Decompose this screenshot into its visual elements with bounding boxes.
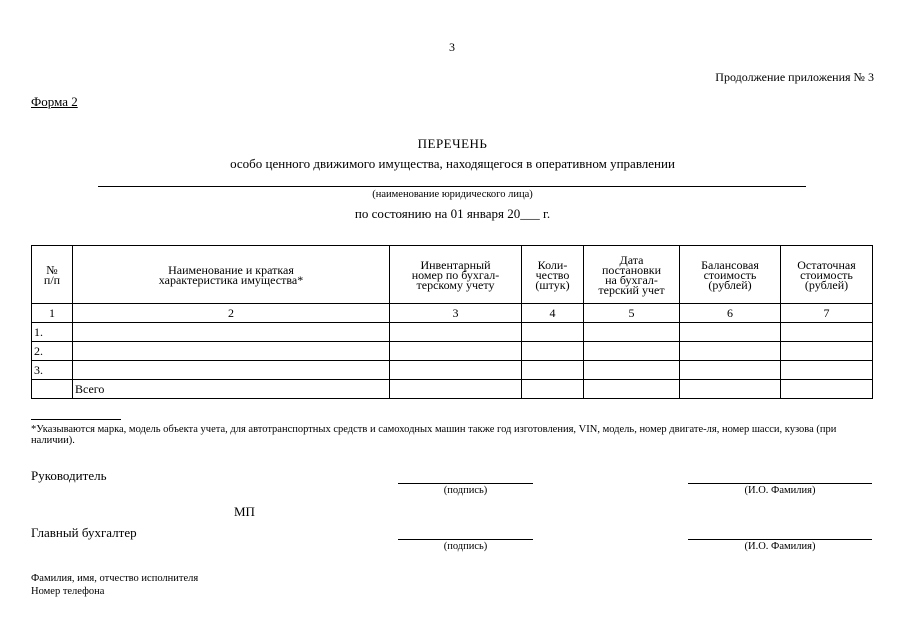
column-header-line: характеристика имущества*: [158, 272, 304, 287]
table-cell: [781, 361, 873, 380]
column-header-line: чество: [535, 267, 570, 282]
column-header-line: (рублей): [708, 277, 752, 292]
table-cell: 1.: [32, 323, 73, 342]
table-cell: [522, 323, 584, 342]
stamp-label: МП: [234, 504, 255, 519]
executor-name-label: Фамилия, имя, отчество исполнителя: [31, 573, 199, 584]
table-cell: [522, 342, 584, 361]
property-table: [31, 245, 873, 399]
head-name-line: [688, 483, 872, 484]
column-header-4: [522, 246, 584, 304]
column-number-cell: 2: [73, 304, 390, 323]
column-header-line: Балансовая: [701, 257, 759, 272]
chief-accountant-label: Главный бухгалтер: [31, 525, 137, 540]
table-cell: [522, 361, 584, 380]
footnote-separator: [31, 419, 121, 420]
document-title: ПЕРЕЧЕНЬ: [417, 136, 488, 151]
head-name-caption: (И.О. Фамилия): [744, 485, 816, 496]
column-header-2: [73, 246, 390, 304]
table-cell: Всего: [73, 380, 390, 399]
column-header-line: номер по бухгал-: [411, 267, 500, 282]
form-label: Форма 2: [31, 94, 78, 109]
table-cell: [390, 361, 522, 380]
table-cell: [73, 342, 390, 361]
column-header-line: Инвентарный: [420, 257, 491, 272]
table-row: [32, 380, 873, 399]
page-number: 3: [449, 40, 455, 54]
column-header-line: №: [46, 262, 58, 277]
as-of-date: по состоянию на 01 января 20___ г.: [354, 206, 551, 221]
table-cell: [781, 342, 873, 361]
column-header-line: стоимость: [703, 267, 757, 282]
column-header-line: терскому учету: [416, 277, 495, 292]
column-header-line: на бухгал-: [605, 272, 658, 287]
column-number-cell: 3: [390, 304, 522, 323]
accountant-signature-caption: (подпись): [443, 541, 488, 552]
column-header-line: п/п: [43, 272, 61, 287]
table-cell: [73, 323, 390, 342]
column-header-line: (штук): [535, 277, 570, 292]
column-number-cell: 1: [32, 304, 73, 323]
phone-label: Номер телефона: [31, 586, 105, 597]
table-cell: [390, 323, 522, 342]
table-cell: [584, 380, 680, 399]
accountant-signature-line: [398, 539, 533, 540]
org-name-caption: (наименование юридического лица): [372, 189, 533, 200]
accountant-name-line: [688, 539, 872, 540]
table-cell: [32, 380, 73, 399]
head-label: Руководитель: [31, 468, 107, 483]
table-cell: [781, 380, 873, 399]
head-signature-line: [398, 483, 533, 484]
table-cell: 3.: [32, 361, 73, 380]
column-header-5: [584, 246, 680, 304]
column-number-cell: 6: [680, 304, 781, 323]
table-cell: [680, 361, 781, 380]
table-cell: [584, 361, 680, 380]
appendix-continuation: Продолжение приложения № 3: [715, 70, 874, 84]
table-header-row: [32, 246, 873, 304]
accountant-name-caption: (И.О. Фамилия): [744, 541, 816, 552]
column-header-line: постановки: [601, 262, 662, 277]
column-header-line: Наименование и краткая: [168, 262, 294, 277]
document-subtitle: особо ценного движимого имущества, находящегося в оперативном управлении: [230, 156, 675, 171]
table-cell: [390, 380, 522, 399]
table-cell: [680, 323, 781, 342]
table-cell: [584, 342, 680, 361]
table-cell: [522, 380, 584, 399]
column-header-7: [781, 246, 873, 304]
table-row: [32, 342, 873, 361]
table-row: [32, 323, 873, 342]
column-number-cell: 4: [522, 304, 584, 323]
table-cell: [680, 380, 781, 399]
table-cell: 2.: [32, 342, 73, 361]
column-header-line: терский учет: [598, 282, 665, 297]
head-signature-caption: (подпись): [443, 485, 488, 496]
column-header-line: стоимость: [800, 267, 853, 282]
column-header-1: [32, 246, 73, 304]
column-number-cell: 7: [781, 304, 873, 323]
table-cell: [390, 342, 522, 361]
column-number-cell: 5: [584, 304, 680, 323]
table-cell: [73, 361, 390, 380]
column-header-6: [680, 246, 781, 304]
column-number-row: [32, 304, 873, 323]
column-header-3: [390, 246, 522, 304]
column-header-line: Остаточная: [797, 257, 856, 272]
table-row: [32, 361, 873, 380]
column-header-line: Дата: [619, 252, 644, 267]
table-cell: [680, 342, 781, 361]
org-name-line: [98, 186, 806, 187]
column-header-line: (рублей): [804, 277, 849, 292]
column-header-line: Коли-: [537, 257, 568, 272]
table-cell: [781, 323, 873, 342]
table-cell: [584, 323, 680, 342]
footnote: *Указываются марка, модель объекта учета, для автотранспортных средств и самоходных машин также год изготовления, VIN, модель, номер двигате-ля, номер шасси, кузова (при наличии).: [31, 424, 837, 446]
